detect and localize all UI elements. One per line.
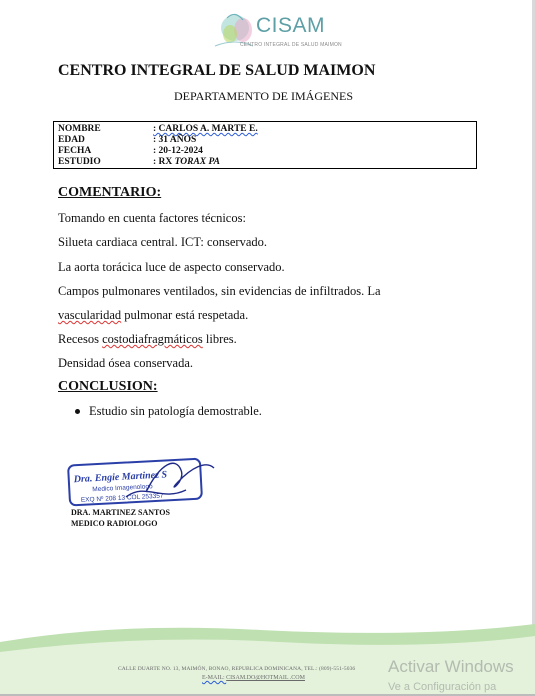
clinic-title: CENTRO INTEGRAL DE SALUD MAIMON <box>58 62 376 79</box>
comentario-line-4: Campos pulmonares ventilados, sin evidencias de infiltrados. La <box>58 284 381 298</box>
date-value: : 20-12-2024 <box>153 146 203 156</box>
age-label: EDAD <box>58 135 85 145</box>
comentario-line-2: Silueta cardiaca central. ICT: conservado. <box>58 235 268 249</box>
doctor-title: MEDICO RADIOLOGO <box>71 519 158 528</box>
name-label: NOMBRE <box>58 124 101 134</box>
activation-watermark-subtitle: Ve a Configuración pa <box>388 681 497 693</box>
study-value: TORAX PA <box>174 157 220 167</box>
footer-email-prefix: E-MAIL: <box>202 675 227 681</box>
study-prefix: : RX <box>153 157 175 167</box>
comentario-line-5 <box>58 308 248 323</box>
recesos-word: Recesos <box>58 332 103 346</box>
footer-address: CALLE DUARTE NO. 13, MAIMÓN, BONAO, REPUBLICA DOMINICANA, TEL.: (809)-551-5036 <box>118 666 356 672</box>
bullet-icon <box>75 409 80 414</box>
date-label: FECHA <box>58 146 92 156</box>
patient-info-box <box>53 121 477 169</box>
doctor-stamp <box>66 452 226 512</box>
comentario-line-1: Tomando en cuenta factores técnicos: <box>58 211 246 225</box>
activation-watermark-title: Activar Windows <box>388 657 514 676</box>
conclusion-item-1: Estudio sin patología demostrable. <box>89 404 262 418</box>
study-label: ESTUDIO <box>58 157 101 167</box>
comentario-heading: COMENTARIO: <box>58 185 162 200</box>
stamp-name: Dra. Engie Martinez S <box>73 469 168 486</box>
doctor-name: DRA. MARTINEZ SANTOS <box>71 508 170 517</box>
logo-name: CISAM <box>256 14 326 37</box>
footer-email: CISAM.DO@HOTMAIL .COM <box>226 675 305 681</box>
comentario-line-7: Densidad ósea conservada. <box>58 356 194 370</box>
logo-tagline: CENTRO INTEGRAL DE SALUD MAIMON <box>240 42 342 48</box>
study-value-wrap <box>153 157 220 168</box>
comentario-line-6-rest: libres. <box>202 332 237 346</box>
department-title: DEPARTAMENTO DE IMÁGENES <box>174 89 353 103</box>
conclusion-heading: CONCLUSION: <box>58 379 158 394</box>
comentario-line-5-rest: pulmonar está respetada. <box>121 308 249 322</box>
vascularidad-word: vascularidad <box>58 308 122 322</box>
footer-email-line <box>202 675 305 681</box>
stamp-exq: EXQ Nº 208 13 COL 253357 <box>80 492 164 504</box>
comentario-line-6 <box>58 332 237 347</box>
age-value: : 31 AÑOS <box>153 135 197 145</box>
stamp-role: Medico Imagenologo <box>92 483 153 494</box>
costodiafragmaticos-word: costodiafragmáticos <box>102 332 203 346</box>
comentario-line-3: La aorta torácica luce de aspecto conservado. <box>58 260 285 274</box>
name-value: : CARLOS A. MARTE E. <box>153 124 258 134</box>
